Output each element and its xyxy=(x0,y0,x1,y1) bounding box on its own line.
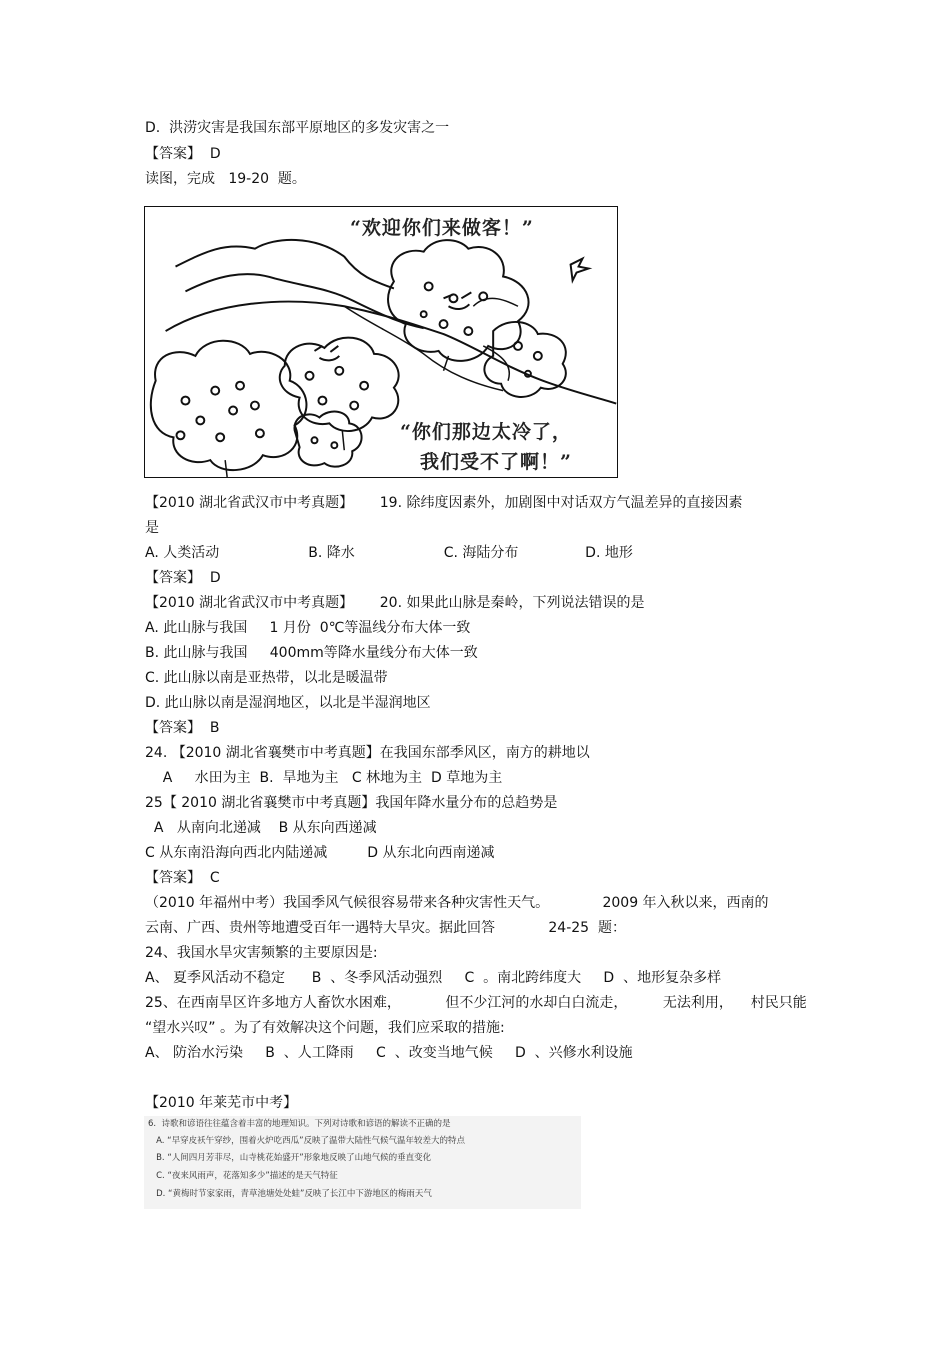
text-line-0: D. 洪涝灾害是我国东部平原地区的多发灾害之一 xyxy=(145,120,450,136)
cartoon-caption-bottom-2: 我们受不了啊！” xyxy=(420,451,572,473)
text-line-4: 是 xyxy=(145,520,159,536)
text-line-1: 【答案】 D xyxy=(145,146,221,162)
text-line-15: 25【 2010 湖北省襄樊市中考真题】我国年降水量分布的总趋势是 xyxy=(145,795,558,811)
text-line-12: 【答案】 B xyxy=(145,720,220,736)
cartoon-caption-top: “欢迎你们来做客！” xyxy=(350,217,534,239)
scanned-question-image xyxy=(144,1116,581,1209)
bird-icon xyxy=(571,259,589,281)
text-line-10: C. 此山脉以南是亚热带，以北是暖温带 xyxy=(145,670,388,686)
text-line-23: 25、在西南旱区许多地方人畜饮水困难， 但不少江河的水却白白流走， 无法利用， 村民只能 xyxy=(145,995,807,1011)
text-line-18: 【答案】 C xyxy=(145,870,220,886)
text-line-13: 24. 【2010 湖北省襄樊市中考真题】在我国东部季风区，南方的耕地以 xyxy=(145,745,590,761)
text-line-24: “望水兴叹” 。为了有效解决这个问题，我们应采取的措施: xyxy=(145,1020,505,1036)
text-line-16: A 从南向北递减 B 从东向西递减 xyxy=(145,820,377,836)
text-line-25: A、 防治水污染 B 、人工降雨 C 、改变当地气候 D 、兴修水利设施 xyxy=(145,1045,633,1061)
text-line-8: A. 此山脉与我国 1 月份 0℃等温线分布大体一致 xyxy=(145,620,471,636)
tree-north xyxy=(388,240,528,361)
text-line-21: 24、我国水旱灾害频繁的主要原因是: xyxy=(145,945,378,961)
text-line-5: A. 人类活动 B. 降水 C. 海陆分布 D. 地形 xyxy=(145,545,633,561)
scan-option-a: A. “早穿皮袄午穿纱，围着火炉吃西瓜”反映了温带大陆性气候气温年较差大的特点 xyxy=(148,1136,465,1146)
text-line-17: C 从东南沿海向西北内陆递减 D 从东北向西南递减 xyxy=(145,845,495,861)
scan-option-c: C. “夜来风雨声，花落知多少”描述的是天气特征 xyxy=(148,1171,338,1181)
text-line-3: 【2010 湖北省武汉市中考真题】 19. 除纬度因素外，加剧图中对话双方气温差异的直接因素 xyxy=(145,495,743,511)
scan-option-d: D. “黄梅时节家家雨，青草池塘处处蛙”反映了长江中下游地区的梅雨天气 xyxy=(148,1189,432,1199)
cartoon-figure xyxy=(144,206,618,478)
tree-south-left xyxy=(151,341,307,470)
text-line-7: 【2010 湖北省武汉市中考真题】 20. 如果此山脉是秦岭，下列说法错误的是 xyxy=(145,595,645,611)
text-line-6: 【答案】 D xyxy=(145,570,221,586)
text-line-2: 读图，完成 19-20 题。 xyxy=(145,171,306,187)
scan-option-b: B. “人间四月芳菲尽，山寺桃花始盛开”形象地反映了山地气候的垂直变化 xyxy=(148,1153,432,1163)
text-line-27: 【2010 年莱芜市中考】 xyxy=(145,1095,298,1111)
scan-question-stem: 6. 诗歌和谚语往往蕴含着丰富的地理知识。下列对诗歌和谚语的解读不正确的是 xyxy=(148,1119,451,1129)
text-line-14: A 水田为主 B. 旱地为主 C 林地为主 D 草地为主 xyxy=(145,770,503,786)
text-line-20: 云南、广西、贵州等地遭受百年一遇特大旱灾。据此回答 24-25 题： xyxy=(145,920,626,936)
cartoon-caption-bottom-1: “你们那边太冷了， xyxy=(400,421,572,443)
text-line-11: D. 此山脉以南是湿润地区，以北是半湿润地区 xyxy=(145,695,431,711)
text-line-9: B. 此山脉与我国 400mm等降水量线分布大体一致 xyxy=(145,645,478,661)
text-line-22: A、 夏季风活动不稳定 B 、冬季风活动强烈 C 。南北跨纬度大 D 、地形复杂多样 xyxy=(145,970,722,986)
tree-small xyxy=(294,412,361,467)
text-line-19: （2010 年福州中考）我国季风气候很容易带来各种灾害性天气。 2009 年入秋以来，西南的 xyxy=(145,895,769,911)
